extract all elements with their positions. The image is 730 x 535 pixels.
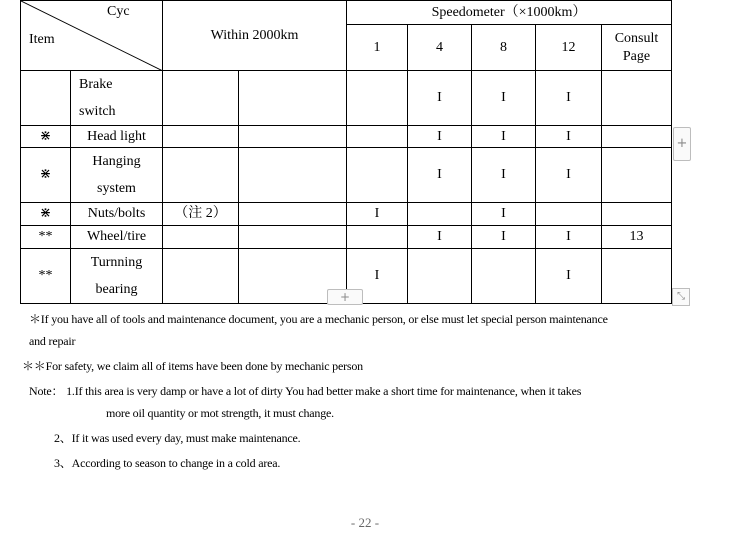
row-within-cell: [239, 126, 347, 148]
table-row: [21, 203, 672, 226]
row-c12: [536, 203, 602, 226]
resize-icon: ⤡: [677, 291, 685, 302]
km-col-8: 8: [472, 25, 536, 71]
row-item-name: Turnning bearing: [71, 249, 163, 304]
add-column-button[interactable]: [673, 127, 691, 161]
km-col-4: 4: [408, 25, 472, 71]
row-c1: I: [347, 203, 408, 226]
row-page: 13: [602, 226, 672, 249]
row-c4: [408, 249, 472, 304]
row-item-name: Hanging system: [71, 148, 163, 203]
row-c8: I: [472, 126, 536, 148]
row-page: [602, 126, 672, 148]
km-col-1: 1: [347, 25, 408, 71]
row-c4: I: [408, 148, 472, 203]
row-c4: [408, 203, 472, 226]
row-note: [163, 148, 239, 203]
row-c8: I: [472, 203, 536, 226]
within-2000km-header: Within 2000km: [163, 1, 347, 71]
row-item-name: Head light: [71, 126, 163, 148]
row-note: （注 2）: [163, 203, 239, 226]
row-note: [163, 249, 239, 304]
table-row: [21, 71, 672, 126]
item-cyc-header-cell: [21, 1, 163, 71]
speedometer-header: Speedometer（×1000km）: [347, 1, 672, 25]
row-page: [602, 71, 672, 126]
row-c1: [347, 226, 408, 249]
note-mechanic-cont: and repair: [29, 334, 76, 348]
row-within-cell: [239, 226, 347, 249]
row-c12: I: [536, 249, 602, 304]
cyc-label: Cyc: [107, 4, 130, 19]
note-1: Note： 1.If this area is very damp or have a lot of dirty You had better make a short time for maintenance, when it takes: [29, 384, 582, 398]
row-c4: I: [408, 71, 472, 126]
row-c8: I: [472, 226, 536, 249]
row-c12: I: [536, 126, 602, 148]
row-note: [163, 226, 239, 249]
table-row: [21, 226, 672, 249]
km-col-12: 12: [536, 25, 602, 71]
row-mark: [21, 71, 71, 126]
row-mark: **: [21, 226, 71, 249]
row-c8: I: [472, 148, 536, 203]
row-within-cell: [239, 148, 347, 203]
table-row: [21, 148, 672, 203]
row-mark: ⋇: [21, 148, 71, 203]
row-c12: I: [536, 226, 602, 249]
row-within-cell: [239, 71, 347, 126]
table-resize-handle[interactable]: [672, 288, 690, 306]
row-c4: I: [408, 226, 472, 249]
note-1-cont: more oil quantity or mot strength, it must change.: [106, 406, 334, 420]
row-page: [602, 203, 672, 226]
row-c8: I: [472, 71, 536, 126]
maintenance-table: [20, 0, 672, 304]
row-note: [163, 71, 239, 126]
note-2: 2、If it was used every day, must make maintenance.: [54, 431, 301, 445]
page-number: - 22 -: [350, 515, 380, 530]
note-3: 3、According to season to change in a cold area.: [54, 456, 281, 470]
note-safety: ＊＊For safety, we claim all of items have been done by mechanic person: [22, 359, 363, 373]
row-c1: [347, 148, 408, 203]
row-c12: I: [536, 71, 602, 126]
row-within-cell: [239, 203, 347, 226]
plus-icon: +: [339, 290, 351, 304]
note-mechanic: ＊If you have all of tools and maintenance document, you are a mechanic person, or else must let special person maintenance: [29, 312, 608, 326]
row-c1: I: [347, 249, 408, 304]
row-note: [163, 126, 239, 148]
row-c4: I: [408, 126, 472, 148]
table-row: [21, 126, 672, 148]
row-mark: ⋇: [21, 126, 71, 148]
item-label: Item: [29, 32, 55, 47]
row-c1: [347, 126, 408, 148]
row-page: [602, 148, 672, 203]
row-item-name: Wheel/tire: [71, 226, 163, 249]
row-mark: **: [21, 249, 71, 304]
plus-icon: +: [676, 136, 688, 151]
row-c8: [472, 249, 536, 304]
consult-page-header: Consult Page: [602, 25, 672, 71]
add-row-button[interactable]: [327, 289, 363, 305]
row-page: [602, 249, 672, 304]
row-item-name: Brake switch: [71, 71, 163, 126]
row-c12: I: [536, 148, 602, 203]
row-item-name: Nuts/bolts: [71, 203, 163, 226]
row-c1: [347, 71, 408, 126]
row-mark: ⋇: [21, 203, 71, 226]
